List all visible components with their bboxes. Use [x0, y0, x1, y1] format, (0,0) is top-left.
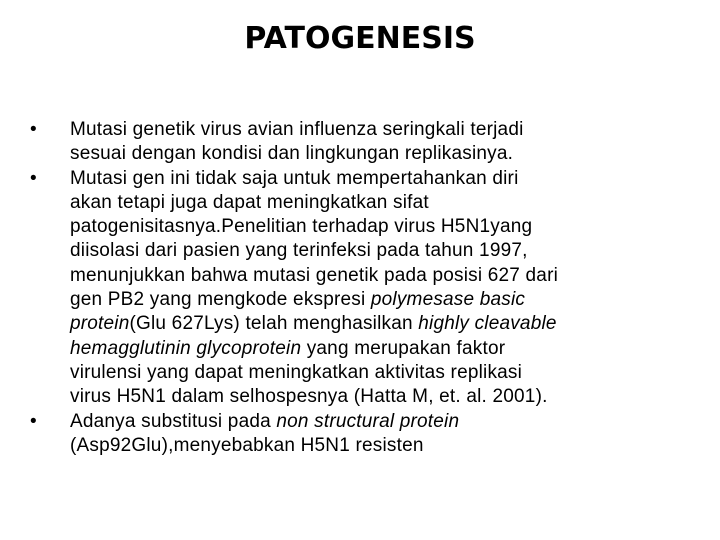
- bullet-text-line: [70, 410, 690, 434]
- bullet-text-line: (Asp92Glu),menyebabkan H5N1 resisten: [70, 434, 424, 456]
- bullet-dot-icon: •: [30, 119, 37, 140]
- bullet-text-line: [70, 288, 690, 312]
- bullet-text-line: [70, 337, 690, 361]
- italic-term: highly cleavable: [418, 313, 557, 335]
- bullet-dot-icon: •: [30, 410, 37, 432]
- bullet-item: [30, 167, 690, 410]
- bullet-text-line: [70, 312, 690, 336]
- bullet-text-line: virulensi yang dapat meningkatkan aktivitas replikasi: [70, 361, 523, 383]
- bullet-text-line: menunjukkan bahwa mutasi genetik pada posisi 627 dari: [70, 264, 559, 286]
- bullet-text-line: akan tetapi juga dapat meningkatkan sifat: [70, 191, 429, 213]
- text-run: Adanya substitusi pada: [70, 410, 277, 432]
- italic-term: non structural protein: [276, 410, 460, 432]
- bullet-text-line: Mutasi genetik virus avian influenza seringkali terjadi: [70, 119, 524, 140]
- bullet-text-line: virus H5N1 dalam selhospesnya (Hatta M, et. al. 2001).: [70, 386, 548, 408]
- bullet-dot-icon: •: [30, 167, 37, 189]
- text-run: yang merupakan faktor: [301, 337, 506, 359]
- slide-title: PATOGENESIS: [244, 21, 476, 56]
- bullet-item: [30, 118, 690, 167]
- bullet-text-line: sesuai dengan kondisi dan lingkungan replikasinya.: [70, 143, 514, 165]
- text-run: gen PB2 yang mengkode ekspresi: [70, 289, 371, 311]
- italic-term: protein: [70, 313, 130, 335]
- bullet-text-line: patogenisitasnya.Penelitian terhadap virus H5N1yang: [70, 216, 533, 238]
- bullet-item: [30, 410, 690, 459]
- bullet-list: [30, 118, 690, 458]
- italic-term: polymesase basic: [370, 289, 526, 311]
- bullet-text-line: Mutasi gen ini tidak saja untuk mempertahankan diri: [70, 167, 519, 189]
- bullet-text-line: diisolasi dari pasien yang terinfeksi pada tahun 1997,: [70, 240, 528, 262]
- italic-term: hemagglutinin glycoprotein: [70, 337, 302, 359]
- text-run: (Glu 627Lys) telah menghasilkan: [129, 313, 419, 335]
